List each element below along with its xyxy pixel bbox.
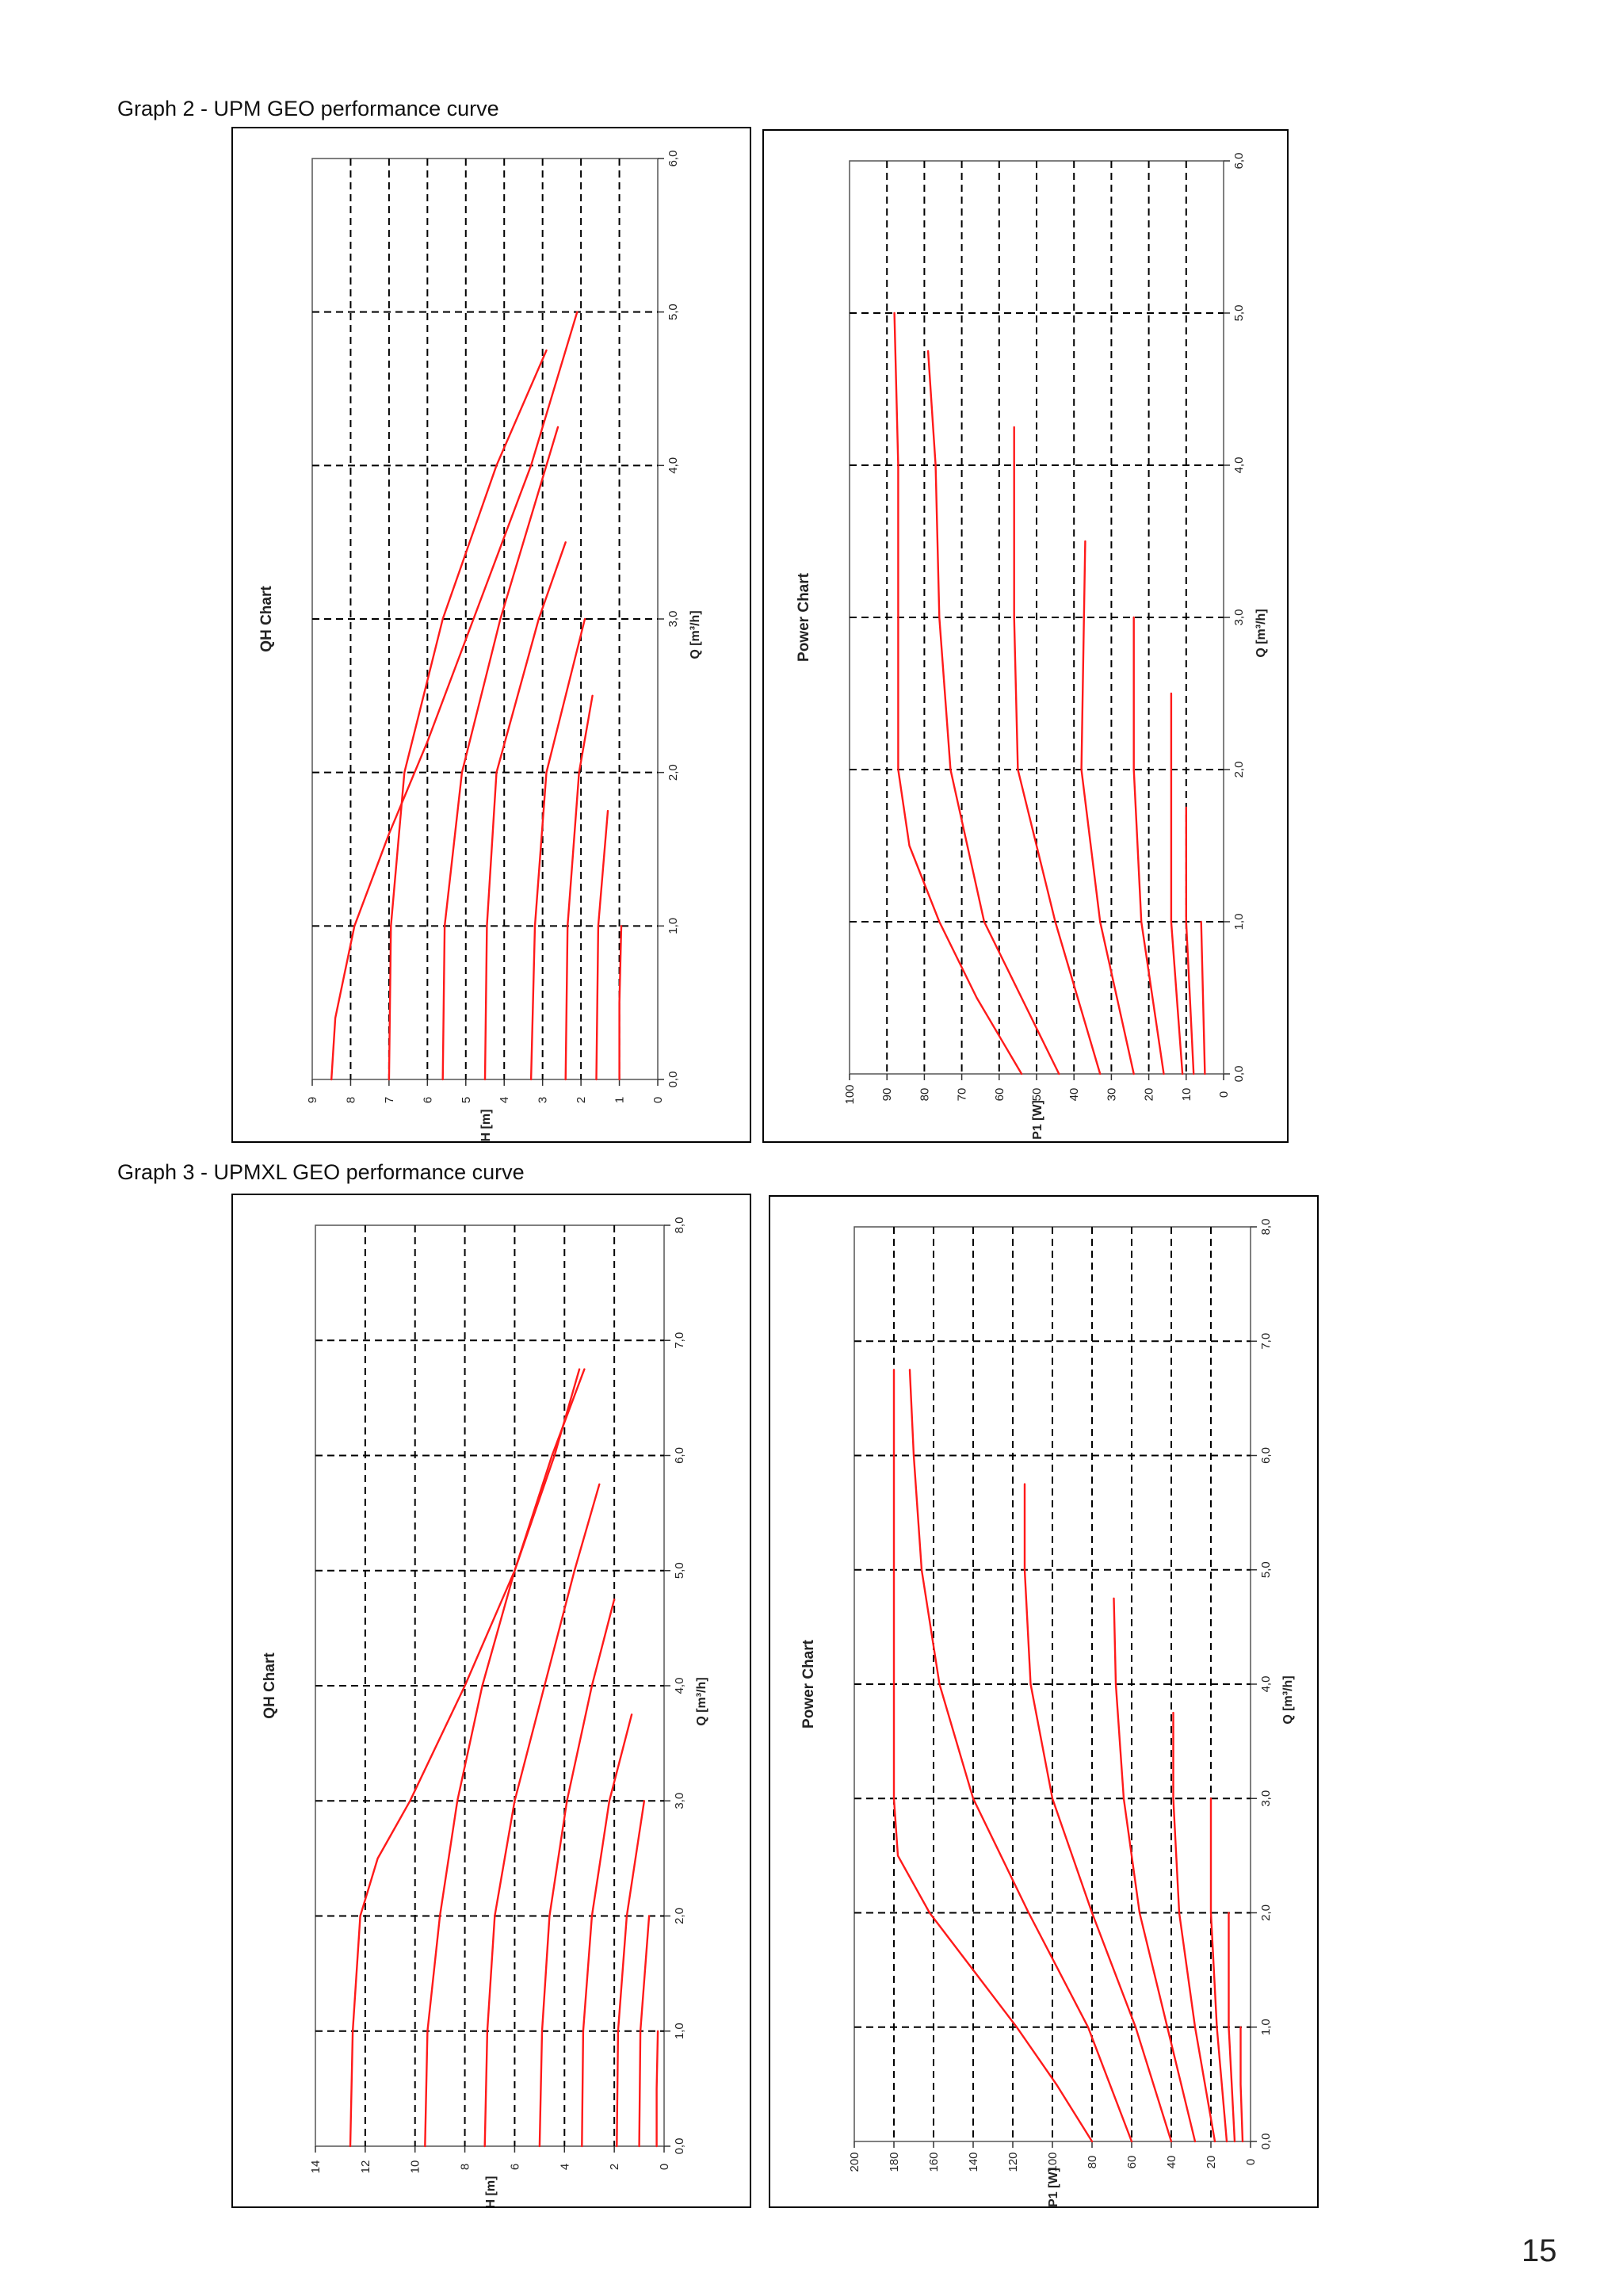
q-tick-label: 4,0	[673, 1677, 686, 1694]
series-curve-4	[540, 1599, 614, 2146]
value-tick-label: 12	[358, 2160, 372, 2174]
chart-title: Power Chart	[800, 1640, 817, 1729]
value-axis-label: H [m]	[479, 1109, 493, 1142]
q-tick-label: 1,0	[673, 2023, 686, 2040]
value-tick-label: 6	[421, 1096, 435, 1104]
value-tick-label: 1	[613, 1096, 627, 1104]
q-tick-label: 2,0	[673, 1908, 686, 1924]
value-tick-label: 160	[927, 2152, 941, 2172]
q-tick-label: 3,0	[1232, 609, 1246, 626]
q-tick-label: 5,0	[1232, 304, 1246, 322]
q-axis-label: Q [m³/h]	[1254, 609, 1268, 658]
q-tick-label: 2,0	[1259, 1904, 1273, 1921]
series-curve-1	[894, 1370, 1092, 2141]
q-tick-label: 6,0	[1232, 152, 1246, 170]
series-curve-7	[1186, 808, 1193, 1074]
graph2-qh-panel	[231, 127, 751, 1143]
value-tick-label: 80	[918, 1087, 932, 1102]
series-curve-4	[1114, 1599, 1196, 2141]
series-curve-6	[1171, 693, 1182, 1074]
value-tick-label: 10	[1179, 1087, 1193, 1102]
q-tick-label: 1,0	[1259, 2019, 1273, 2036]
chart-title: QH Chart	[262, 1652, 278, 1719]
value-tick-label: 140	[967, 2152, 980, 2172]
graph3-power-panel	[769, 1195, 1319, 2208]
value-tick-label: 80	[1086, 2155, 1099, 2169]
series-curve-8	[657, 2031, 659, 2146]
series-curve-2	[389, 350, 547, 1079]
value-tick-label: 60	[1125, 2155, 1139, 2169]
q-tick-label: 0,0	[673, 2137, 686, 2155]
value-tick-label: 4	[558, 2163, 572, 2171]
q-tick-label: 4,0	[666, 457, 680, 474]
value-tick-label: 70	[955, 1087, 969, 1102]
value-tick-label: 180	[888, 2152, 901, 2172]
chart-title: Power Chart	[796, 573, 812, 662]
value-tick-label: 0	[651, 1096, 665, 1104]
q-tick-label: 6,0	[666, 150, 680, 167]
value-axis-label: P1 [W]	[1047, 2168, 1060, 2207]
value-tick-label: 20	[1142, 1087, 1156, 1102]
series-curve-5	[582, 1714, 632, 2146]
value-tick-label: 90	[880, 1087, 895, 1102]
value-tick-label: 14	[309, 2160, 323, 2174]
q-tick-label: 5,0	[1259, 1561, 1273, 1579]
series-curve-8	[1201, 922, 1205, 1074]
series-curve-3	[1014, 427, 1101, 1074]
series-curve-4	[1082, 541, 1134, 1074]
q-tick-label: 4,0	[1259, 1675, 1273, 1693]
series-curve-7	[640, 1916, 650, 2147]
graph3-qh-panel	[231, 1194, 751, 2208]
q-tick-label: 3,0	[1259, 1790, 1273, 1807]
q-tick-label: 2,0	[666, 764, 680, 781]
value-tick-label: 7	[382, 1096, 396, 1104]
value-tick-label: 0	[658, 2163, 671, 2171]
value-tick-label: 100	[1046, 2152, 1060, 2172]
value-tick-label: 40	[1067, 1087, 1082, 1102]
value-tick-label: 30	[1105, 1087, 1119, 1102]
graph2-power-chart	[764, 131, 1289, 1143]
q-tick-label: 4,0	[1232, 457, 1246, 474]
series-curve-7	[1229, 1913, 1235, 2142]
series-curve-3	[1025, 1484, 1171, 2141]
value-tick-label: 2	[608, 2163, 622, 2171]
q-axis-label: Q [m³/h]	[1281, 1675, 1295, 1725]
series-curve-2	[425, 1370, 579, 2146]
series-curve-3	[443, 427, 558, 1079]
q-tick-label: 0,0	[1232, 1065, 1246, 1083]
q-tick-label: 1,0	[1232, 913, 1246, 930]
q-tick-label: 7,0	[1259, 1332, 1273, 1350]
graph2-caption: Graph 2 - UPM GEO performance curve	[117, 97, 499, 120]
q-tick-label: 7,0	[673, 1331, 686, 1349]
graph3-caption: Graph 3 - UPMXL GEO performance curve	[117, 1160, 525, 1184]
graph2-power-panel	[762, 129, 1289, 1143]
series-curve-5	[531, 619, 585, 1079]
chart-title: QH Chart	[258, 586, 275, 652]
value-tick-label: 120	[1006, 2152, 1020, 2172]
q-axis-label: Q [m³/h]	[689, 610, 702, 659]
value-tick-label: 2	[575, 1096, 589, 1104]
series-curve-7	[597, 811, 609, 1079]
value-tick-label: 60	[992, 1087, 1006, 1102]
q-tick-label: 5,0	[666, 304, 680, 321]
page-number: 15	[1522, 2233, 1557, 2268]
series-curve-8	[1241, 2027, 1243, 2141]
value-tick-label: 4	[498, 1096, 512, 1104]
value-tick-label: 5	[459, 1096, 473, 1104]
value-axis-label: P1 [W]	[1031, 1100, 1044, 1140]
value-tick-label: 0	[1217, 1091, 1231, 1098]
value-tick-label: 3	[536, 1096, 550, 1104]
q-tick-label: 3,0	[673, 1792, 686, 1809]
q-tick-label: 1,0	[666, 917, 680, 934]
q-tick-label: 0,0	[666, 1071, 680, 1088]
q-tick-label: 6,0	[673, 1447, 686, 1464]
value-tick-label: 40	[1165, 2155, 1178, 2169]
graph3-qh-chart	[233, 1195, 751, 2208]
value-tick-label: 0	[1244, 2158, 1258, 2166]
q-axis-label: Q [m³/h]	[695, 1677, 708, 1726]
q-tick-label: 3,0	[666, 610, 680, 628]
series-curve-4	[485, 542, 566, 1079]
series-curve-1	[331, 312, 577, 1079]
q-tick-label: 6,0	[1259, 1447, 1273, 1464]
q-tick-label: 8,0	[673, 1217, 686, 1234]
graph2-qh-chart	[233, 128, 751, 1143]
value-tick-label: 20	[1205, 2155, 1218, 2169]
value-axis-label: H [m]	[484, 2176, 498, 2209]
graph3-power-chart	[770, 1197, 1319, 2208]
value-tick-label: 6	[508, 2163, 522, 2171]
q-tick-label: 5,0	[673, 1562, 686, 1580]
q-tick-label: 2,0	[1232, 761, 1246, 778]
series-curve-2	[910, 1370, 1132, 2141]
q-tick-label: 8,0	[1259, 1218, 1273, 1236]
value-tick-label: 10	[408, 2160, 422, 2174]
series-curve-2	[928, 351, 1059, 1074]
value-tick-label: 100	[843, 1084, 857, 1105]
series-curve-6	[566, 696, 593, 1079]
value-tick-label: 200	[848, 2152, 861, 2172]
q-tick-label: 0,0	[1259, 2133, 1273, 2150]
series-curve-6	[1211, 1798, 1227, 2141]
value-tick-label: 9	[306, 1096, 319, 1104]
value-tick-label: 50	[1030, 1087, 1044, 1102]
value-tick-label: 8	[458, 2163, 472, 2171]
value-tick-label: 8	[344, 1096, 358, 1104]
